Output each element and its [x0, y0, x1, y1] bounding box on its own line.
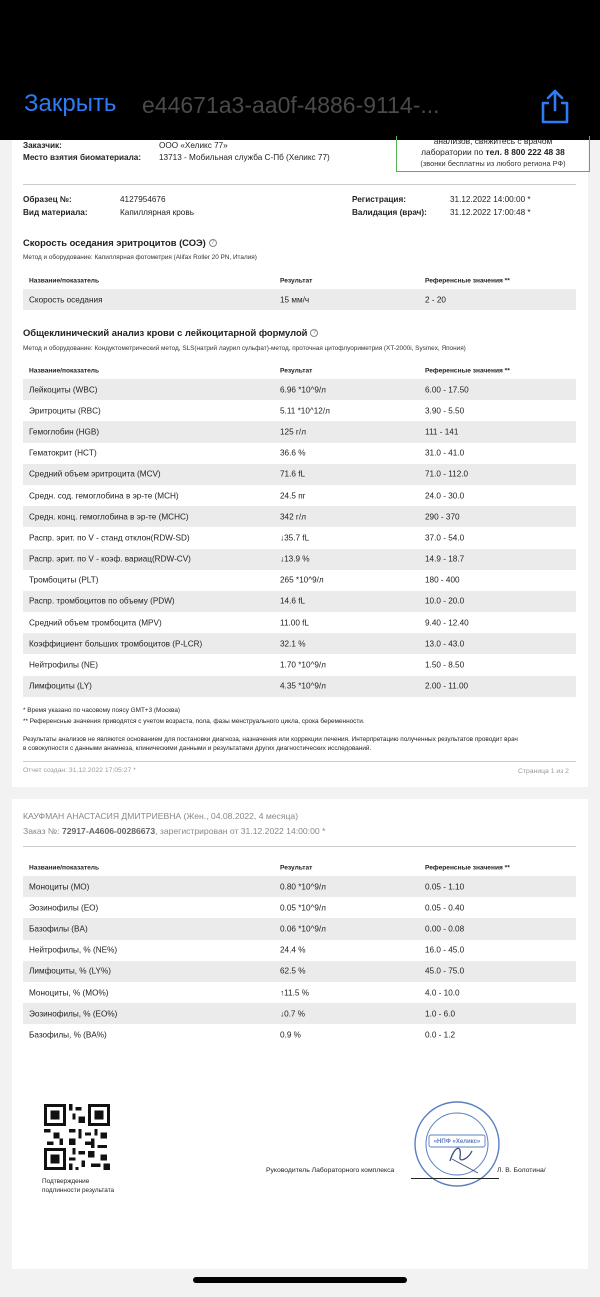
row-result: 342 г/л [280, 512, 306, 522]
row-name: Моноциты (MO) [29, 882, 90, 892]
row-result: ↓35.7 fL [280, 533, 310, 543]
row-result: 0.05 *10^9/л [280, 903, 326, 913]
row-name: Эозинофилы, % (EO%) [29, 1009, 118, 1019]
row-ref: 1.50 - 8.50 [425, 660, 465, 670]
row-name: Скорость оседания [29, 295, 103, 305]
divider [23, 846, 576, 847]
contact-line-2 [397, 147, 589, 158]
report-page-1 [12, 136, 588, 787]
contact-box [396, 136, 590, 172]
close-button[interactable]: Закрыть [24, 90, 117, 117]
esr-method: Метод и оборудование: Капиллярная фотометрия (Alifax Roller 20 PN, Италия) [23, 254, 257, 261]
row-ref: 0.0 - 1.2 [425, 1030, 456, 1040]
row-name: Распр. эрит. по V - станд отклон(RDW-SD) [29, 533, 190, 543]
row-result: 6.96 *10^9/л [280, 385, 326, 395]
order-label: Заказ №: [23, 826, 62, 836]
row-name: Средний объем тромбоцита (MPV) [29, 618, 162, 628]
signature-line [411, 1178, 499, 1179]
table-row [23, 654, 576, 675]
row-ref: 37.0 - 54.0 [425, 533, 465, 543]
row-ref: 14.9 - 18.7 [425, 554, 465, 564]
validation-label: Валидация (врач): [352, 208, 427, 217]
row-result: 36.6 % [280, 448, 306, 458]
row-name: Базофилы (BA) [29, 924, 88, 934]
material-value: Капиллярная кровь [120, 208, 194, 217]
table-row [23, 421, 576, 442]
row-name: Гематокрит (HCT) [29, 448, 97, 458]
share-icon[interactable] [538, 88, 572, 124]
table-row [23, 1003, 576, 1024]
row-result: 14.6 fL [280, 596, 306, 606]
table-row [23, 876, 576, 897]
row-ref: 10.0 - 20.0 [425, 596, 465, 606]
customer-value: ООО «Хеликс 77» [159, 141, 228, 150]
row-ref: 24.0 - 30.0 [425, 491, 465, 501]
contact-line-2-pre: лаборатории по [421, 147, 486, 157]
table-row [23, 464, 576, 485]
qr-caption [42, 1177, 114, 1195]
row-result: 1.70 *10^9/л [280, 660, 326, 670]
table-row [23, 591, 576, 612]
esr-title-text: Скорость оседания эритроцитов (СОЭ) [23, 237, 206, 248]
col-name-header: Название/показатель [29, 864, 100, 871]
row-name: Средн. сод. гемоглобина в эр-те (MCH) [29, 491, 179, 501]
row-name: Нейтрофилы, % (NE%) [29, 945, 118, 955]
row-name: Коэффициент больших тромбоцитов (P-LCR) [29, 639, 203, 649]
signer-name: Л. В. Болотина/ [497, 1167, 546, 1174]
row-ref: 31.0 - 41.0 [425, 448, 465, 458]
col-result-header: Результат [280, 864, 313, 871]
validation-value: 31.12.2022 17:00:48 * [450, 208, 531, 217]
row-result: 0.06 *10^9/л [280, 924, 326, 934]
table-row [23, 676, 576, 697]
row-name: Эритроциты (RBC) [29, 406, 101, 416]
cbc-table [23, 362, 576, 697]
row-ref: 1.0 - 6.0 [425, 1009, 456, 1019]
row-name: Лимфоциты (LY) [29, 681, 92, 691]
table-header [23, 362, 576, 379]
row-name: Средний объем эритроцита (MCV) [29, 469, 161, 479]
table-row [23, 379, 576, 400]
home-indicator[interactable] [193, 1277, 407, 1283]
cbc-method: Метод и оборудование: Кондуктометрический метод, SLS(натрий лаурил сульфат)-метод, проточная цитофлуориметрия (XT-2000i, Sysmex, Япония) [23, 345, 466, 352]
row-ref: 45.0 - 75.0 [425, 966, 465, 976]
row-name: Лейкоциты (WBC) [29, 385, 98, 395]
row-name: Лимфоциты, % (LY%) [29, 966, 112, 976]
row-ref: 0.00 - 0.08 [425, 924, 465, 934]
qr-code[interactable] [44, 1104, 110, 1170]
table-row [23, 918, 576, 939]
disclaimer-line-1: Результаты анализов не являются основанием для постановки диагноза, назначения или коррекции лечения. Интерпретацию полученных результатов проводит врач [23, 736, 518, 743]
info-icon[interactable]: ? [310, 329, 318, 337]
cbc-title-text: Общеклинический анализ крови с лейкоцитарной формулой [23, 327, 308, 338]
table-row [23, 506, 576, 527]
signer-title: Руководитель Лабораторного комплекса [266, 1167, 395, 1174]
row-result: 11.00 fL [280, 618, 309, 628]
row-name: Эозинофилы (EO) [29, 903, 99, 913]
table-row [23, 400, 576, 421]
info-icon[interactable]: ? [209, 239, 217, 247]
report-created: Отчет создан: 31.12.2022 17:05:27 * [23, 767, 136, 774]
document-title: e44671a3-aa0f-4886-9114-... [142, 92, 440, 118]
row-name: Нейтрофилы (NE) [29, 660, 98, 670]
table-row [23, 549, 576, 570]
disclaimer-line-2: в совокупности с данными анамнеза, клиническими данными и результатами других диагностических исследований. [23, 745, 372, 752]
row-ref: 9.40 - 12.40 [425, 618, 469, 628]
row-result: 4.35 *10^9/л [280, 681, 326, 691]
place-value: 13713 - Мобильная служба С-Пб (Хеликс 77) [159, 153, 330, 162]
row-name: Моноциты, % (MO%) [29, 988, 109, 998]
material-label: Вид материала: [23, 208, 88, 217]
col-ref-header: Референсные значения ** [425, 864, 510, 871]
row-result: 71.6 fL [280, 469, 306, 479]
reference-note: ** Референсные значения приводятся с учетом возраста, пола, фазы менструального цикла, срока беременности. [23, 718, 365, 725]
table-row [23, 1024, 576, 1045]
row-result: 24.4 % [280, 945, 306, 955]
row-name: Гемоглобин (HGB) [29, 427, 100, 437]
row-result: 24.5 пг [280, 491, 306, 501]
table-row [23, 612, 576, 633]
order-number: 72917-А4606-00286673 [61, 826, 156, 836]
place-label: Место взятия биоматериала: [23, 153, 142, 162]
esr-section-title [23, 237, 217, 248]
row-result: 125 г/л [280, 427, 306, 437]
row-name: Распр. тромбоцитов по объему (PDW) [29, 596, 175, 606]
row-result: 265 *10^9/л [280, 575, 324, 585]
row-result: 0.9 % [280, 1030, 301, 1040]
timezone-note: * Время указано по часовому поясу GMT+3 (Москва) [23, 707, 181, 714]
row-result: 0.80 *10^9/л [280, 882, 326, 892]
cbc-section-title [23, 327, 318, 338]
report-page-2 [12, 799, 588, 1269]
row-ref: 4.0 - 10.0 [425, 988, 460, 998]
row-result: 15 мм/ч [280, 295, 310, 305]
col-result-header: Результат [280, 367, 313, 374]
table-row [23, 570, 576, 591]
row-ref: 0.05 - 0.40 [425, 903, 465, 913]
table-row [23, 633, 576, 654]
table-row [23, 443, 576, 464]
row-ref: 180 - 400 [425, 575, 460, 585]
row-ref: 6.00 - 17.50 [425, 385, 469, 395]
row-name: Распр. эрит. по V - коэф. вариац(RDW-CV) [29, 554, 191, 564]
table-row [23, 485, 576, 506]
row-ref: 0.05 - 1.10 [425, 882, 465, 892]
order-registered: , зарегистрирован от 31.12.2022 14:00:00 * [155, 826, 326, 836]
row-result: ↓13.9 % [280, 554, 310, 564]
customer-label: Заказчик: [23, 141, 62, 150]
row-ref: 3.90 - 5.50 [425, 406, 465, 416]
continued-table [23, 859, 576, 1046]
esr-table [23, 272, 576, 310]
row-ref: 111 - 141 [425, 427, 459, 437]
row-ref: 290 - 370 [425, 512, 460, 522]
row-result: 32.1 % [280, 639, 306, 649]
row-result: 62.5 % [280, 966, 306, 976]
table-row [23, 961, 576, 982]
table-row [23, 897, 576, 918]
row-ref: 2 - 20 [425, 295, 446, 305]
qr-caption-line-2: подлинности результата [42, 1187, 115, 1194]
table-row [23, 527, 576, 548]
stamp-text: «НПФ «Хеликс» [433, 1139, 481, 1145]
row-name: Базофилы, % (BA%) [29, 1030, 107, 1040]
sample-num-label: Образец №: [23, 195, 72, 204]
contact-phone: тел. 8 800 222 48 38 [485, 147, 565, 157]
divider [23, 761, 576, 762]
col-ref-header: Референсные значения ** [425, 277, 510, 284]
qr-caption-line-1: Подтверждение [42, 1178, 90, 1185]
table-row [23, 289, 576, 310]
col-name-header: Название/показатель [29, 277, 100, 284]
sample-num-value: 4127954676 [120, 195, 166, 204]
row-result: ↓0.7 % [280, 1009, 306, 1019]
registration-label: Регистрация: [352, 195, 406, 204]
page-number: Страница 1 из 2 [518, 768, 569, 775]
table-row [23, 940, 576, 961]
row-name: Тромбоциты (PLT) [29, 575, 99, 585]
table-header [23, 859, 576, 876]
row-result: ↑11.5 % [280, 988, 309, 998]
divider [23, 184, 576, 185]
row-ref: 2.00 - 11.00 [425, 681, 469, 691]
col-result-header: Результат [280, 277, 313, 284]
col-name-header: Название/показатель [29, 367, 100, 374]
registration-value: 31.12.2022 14:00:00 * [450, 195, 531, 204]
table-row [23, 982, 576, 1003]
row-ref: 16.0 - 45.0 [425, 945, 465, 955]
row-result: 5.11 *10^12/л [280, 406, 330, 416]
col-ref-header: Референсные значения ** [425, 367, 510, 374]
row-ref: 71.0 - 112.0 [425, 469, 469, 479]
patient-info: КАУФМАН АНАСТАСИЯ ДМИТРИЕВНА (Жен., 04.08.2022, 4 месяца) [23, 811, 299, 821]
contact-line-3: (звонки бесплатны из любого региона РФ) [420, 159, 566, 168]
row-ref: 13.0 - 43.0 [425, 639, 465, 649]
order-info [23, 826, 325, 836]
row-name: Средн. конц. гемоглобина в эр-те (MCHC) [29, 512, 189, 522]
table-header [23, 272, 576, 289]
contact-line-1: анализов, свяжитесь с врачом [433, 136, 553, 146]
navigation-bar [0, 0, 600, 140]
